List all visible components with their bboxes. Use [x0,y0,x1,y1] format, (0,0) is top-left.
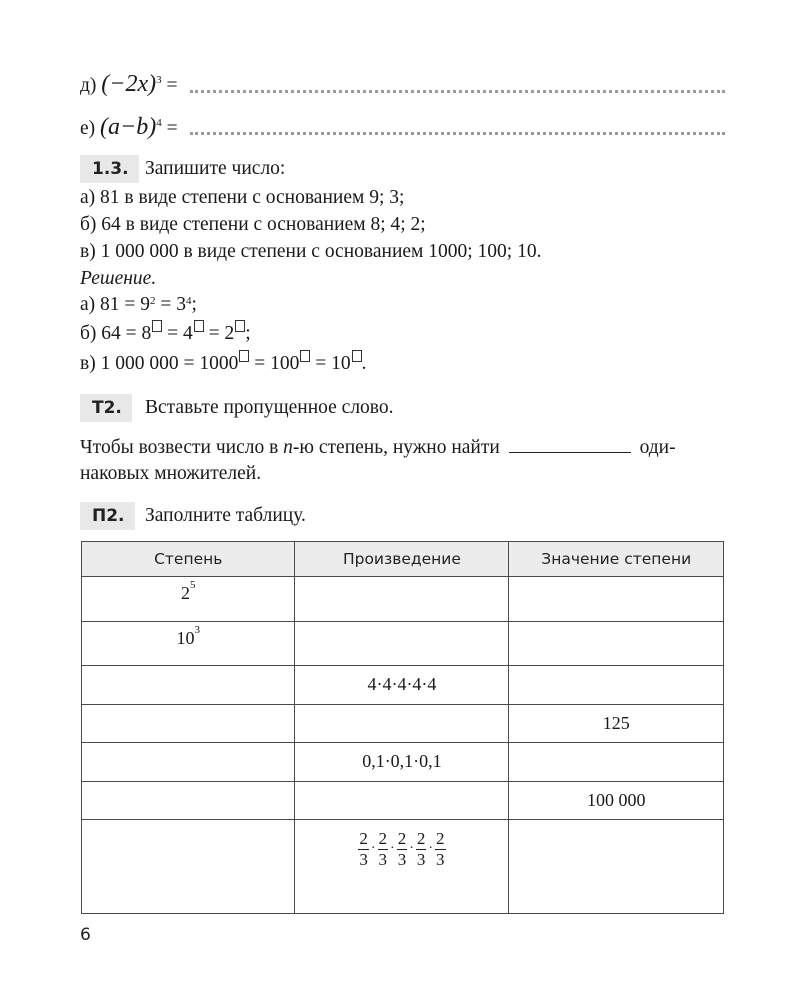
cell-power[interactable] [82,621,295,666]
cell-product[interactable] [295,820,509,914]
table-row [82,781,724,820]
multiply-dot: · [409,840,414,856]
cell-power[interactable] [82,666,295,705]
task-title: Заполните таблицу. [145,505,306,526]
power-base: 1000 [199,353,239,374]
page-number: 6 [80,925,91,945]
power-base: 3 [176,294,187,315]
cell-value[interactable] [509,621,724,666]
task-number-badge: Т2. [80,394,132,422]
table-header-row [82,542,724,577]
table-row [82,820,724,914]
lhs-number: 81 [100,294,120,315]
lhs-number: 1 000 000 [100,353,179,374]
fraction [397,830,408,869]
product-text: 0,1·0,1·0,1 [362,751,442,772]
task-number-badge: 1.3. [80,155,139,183]
table-row [82,666,724,705]
cell-power[interactable] [82,577,295,622]
power-base: 10 [176,627,195,648]
power-exponent: 5 [189,579,196,591]
power-base: 10 [331,353,351,374]
equals-sign: = [166,118,178,139]
cell-product[interactable] [295,621,509,666]
numerator: 2 [416,829,426,848]
numerator: 2 [378,829,388,848]
table-row [82,577,724,622]
power-base: 2 [224,323,235,344]
cell-power[interactable] [82,820,295,914]
fraction [378,830,389,869]
cell-value[interactable] [509,704,724,743]
value-text: 100 000 [586,789,646,810]
expression-exponent: 4 [156,117,162,129]
fraction-product [358,830,445,869]
denominator: 3 [397,850,407,869]
cell-value[interactable] [509,781,724,820]
exponent-input-box[interactable] [352,350,362,362]
exponent-input-box[interactable] [239,350,249,362]
product-text: 4·4·4·4·4 [367,674,437,695]
cell-value[interactable] [509,577,724,622]
answer-dotted-line[interactable] [190,132,725,135]
task-item-c: в) 1 000 000 в виде степени с основанием 1000; 100; 10. [80,241,542,262]
lhs-number: 64 [101,323,121,344]
item-label: е) [80,118,96,139]
denominator: 3 [436,850,445,869]
task-number-badge: П2. [80,502,135,530]
cell-product[interactable] [295,666,509,705]
table-row [82,743,724,782]
powers-table [81,541,724,914]
denominator: 3 [416,850,426,869]
numerator: 2 [397,829,407,848]
item-label: б) [80,323,97,344]
exponent-input-box[interactable] [152,320,162,332]
column-header: Значение степени [509,542,724,577]
power-exponent: 2 [150,295,156,307]
fraction [358,830,369,869]
task-item-a: а) 81 в виде степени с основанием 9; 3; [80,187,405,208]
power-base: 4 [183,323,193,344]
expression-base: (a−b) [100,114,157,140]
punctuation: ; [191,294,197,315]
numerator: 2 [436,829,445,848]
power-base: 9 [140,294,151,315]
cell-value[interactable] [509,820,724,914]
table-row [82,704,724,743]
cell-power[interactable] [82,704,295,743]
cell-value[interactable] [509,743,724,782]
power-base: 100 [270,353,300,374]
cell-product[interactable] [295,577,509,622]
item-label: в) [80,353,96,374]
power-exponent: 4 [186,295,192,307]
denominator: 3 [378,850,388,869]
punctuation: . [361,353,367,374]
exponent-input-box[interactable] [194,320,204,332]
column-header: Произведение [295,542,509,577]
task-item-b: б) 64 в виде степени с основанием 8; 4; 2; [80,214,426,235]
power-exponent: 3 [194,623,200,636]
fraction [435,830,446,869]
power-base: 8 [141,323,152,344]
exercise-d [80,72,178,98]
multiply-dot: · [370,840,376,856]
equals-sign: = [166,75,178,96]
exponent-input-box[interactable] [300,350,310,362]
value-text: 125 [602,712,630,733]
multiply-dot: · [428,840,434,856]
solution-a: а) $81 = 9^2 = 3^4$; [80,294,197,315]
answer-dotted-line[interactable] [190,90,725,93]
fill-in-sentence-line2: наковых множителей. [80,463,262,484]
sentence-text: Чтобы возвести число в [80,437,284,458]
punctuation: ; [245,323,251,344]
cell-value[interactable] [509,666,724,705]
cell-power[interactable] [82,743,295,782]
missing-word-blank[interactable] [509,452,631,453]
solution-b: б) 64 = 8 = 4 = 2 ; [80,322,251,346]
expression-base: (−2x) [101,71,157,97]
denominator: 3 [359,850,368,869]
cell-product[interactable] [295,704,509,743]
power-base: 2 [180,583,190,603]
sentence-text: оди- [639,437,676,458]
task-title: Запишите число: [145,158,286,179]
solution-label: Решение. [80,268,157,289]
cell-power[interactable] [82,781,295,820]
item-label: д) [80,75,97,96]
fraction [416,830,427,869]
sentence-text: -ю степень, нужно найти [292,437,500,458]
task-title: Вставьте пропущенное слово. [145,397,394,418]
exponent-input-box[interactable] [235,320,245,332]
numerator: 2 [359,829,368,848]
cell-product[interactable] [295,781,509,820]
expression-exponent: 3 [156,74,162,86]
cell-product[interactable] [295,743,509,782]
table-row [82,621,724,666]
variable-n: n [283,437,293,458]
solution-c: в) 1 000 000 = 1000 = 100 = 10 . [80,352,366,376]
item-label: а) [80,294,96,315]
multiply-dot: · [390,840,395,856]
fill-in-sentence [80,436,676,460]
exercise-e [80,115,178,141]
column-header: Степень [82,542,295,577]
